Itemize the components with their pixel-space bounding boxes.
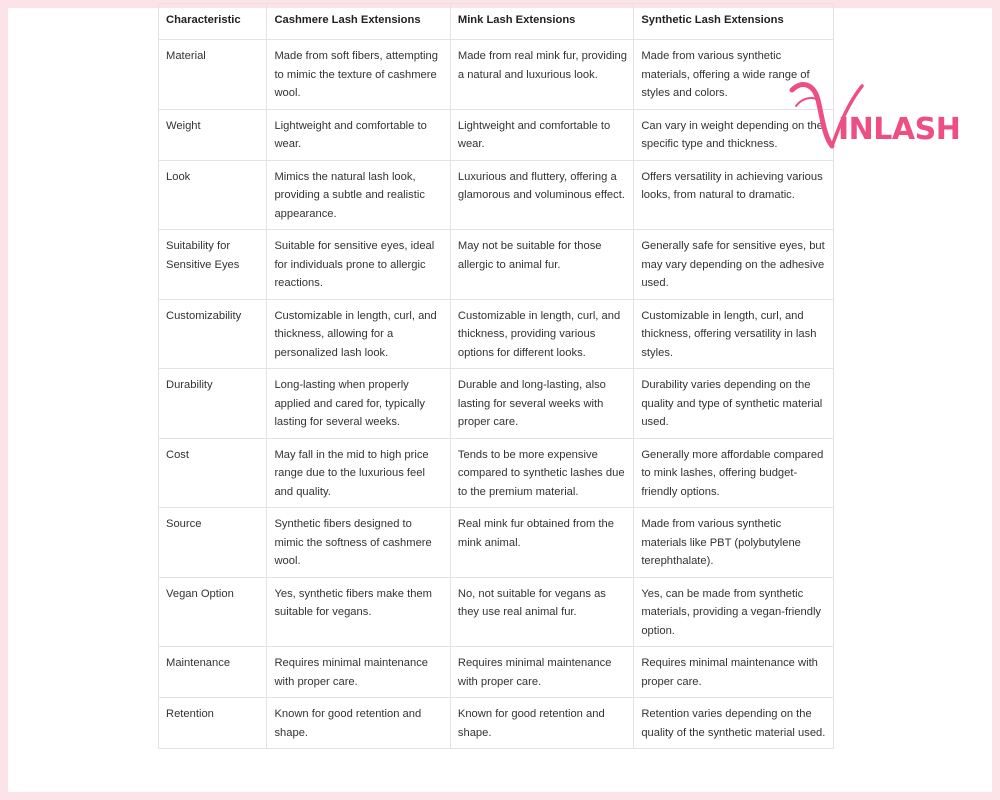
table-cell: Lightweight and comfortable to wear. [267, 109, 450, 160]
table-row-source [159, 508, 834, 578]
table-cell: Real mink fur obtained from the mink animal. [450, 508, 633, 578]
header-cashmere: Cashmere Lash Extensions [267, 4, 450, 40]
table-cell: Suitable for sensitive eyes, ideal for individuals prone to allergic reactions. [267, 230, 450, 300]
table-cell: Durability varies depending on the quality and type of synthetic material used. [634, 369, 834, 439]
table-row-customizability [159, 299, 834, 369]
table-row-retention [159, 698, 834, 749]
row-label: Material [159, 40, 267, 110]
row-label: Retention [159, 698, 267, 749]
table-cell: Synthetic fibers designed to mimic the softness of cashmere wool. [267, 508, 450, 578]
table-cell: Generally safe for sensitive eyes, but may vary depending on the adhesive used. [634, 230, 834, 300]
table-cell: May fall in the mid to high price range due to the luxurious feel and quality. [267, 438, 450, 508]
table-cell: Generally more affordable compared to mink lashes, offering budget-friendly options. [634, 438, 834, 508]
comparison-table [158, 3, 834, 749]
table-cell: Made from various synthetic materials like PBT (polybutylene terephthalate). [634, 508, 834, 578]
header-mink: Mink Lash Extensions [450, 4, 633, 40]
table-cell: Known for good retention and shape. [267, 698, 450, 749]
table-row-material [159, 40, 834, 110]
table-cell: Luxurious and fluttery, offering a glamorous and voluminous effect. [450, 160, 633, 230]
header-characteristic: Characteristic [159, 4, 267, 40]
row-label: Suitability for Sensitive Eyes [159, 230, 267, 300]
table-row-vegan-option [159, 577, 834, 647]
table-cell: Durable and long-lasting, also lasting for several weeks with proper care. [450, 369, 633, 439]
table-cell: Yes, can be made from synthetic materials, providing a vegan-friendly option. [634, 577, 834, 647]
table-row-durability [159, 369, 834, 439]
table-cell: Lightweight and comfortable to wear. [450, 109, 633, 160]
table-cell: Customizable in length, curl, and thickness, allowing for a personalized lash look. [267, 299, 450, 369]
table-cell: Mimics the natural lash look, providing a subtle and realistic appearance. [267, 160, 450, 230]
table-row-look [159, 160, 834, 230]
row-label: Vegan Option [159, 577, 267, 647]
row-label: Look [159, 160, 267, 230]
table-cell: No, not suitable for vegans as they use real animal fur. [450, 577, 633, 647]
table-row-maintenance [159, 647, 834, 698]
row-label: Durability [159, 369, 267, 439]
table-cell: Requires minimal maintenance with proper care. [267, 647, 450, 698]
row-label: Maintenance [159, 647, 267, 698]
table-header-row [159, 4, 834, 40]
row-label: Weight [159, 109, 267, 160]
logo-wordmark: INLASH [838, 112, 961, 147]
table-row-weight [159, 109, 834, 160]
table-cell: Made from soft fibers, attempting to mimic the texture of cashmere wool. [267, 40, 450, 110]
table-row-cost [159, 438, 834, 508]
table-cell: Can vary in weight depending on the specific type and thickness. [634, 109, 834, 160]
table-cell: May not be suitable for those allergic to animal fur. [450, 230, 633, 300]
table-cell: Yes, synthetic fibers make them suitable for vegans. [267, 577, 450, 647]
row-label: Source [159, 508, 267, 578]
table-cell: Tends to be more expensive compared to synthetic lashes due to the premium material. [450, 438, 633, 508]
table-cell: Requires minimal maintenance with proper care. [450, 647, 633, 698]
row-label: Customizability [159, 299, 267, 369]
table-cell: Made from real mink fur, providing a natural and luxurious look. [450, 40, 633, 110]
table-cell: Made from various synthetic materials, offering a wide range of styles and colors. [634, 40, 834, 110]
table-cell: Customizable in length, curl, and thickness, offering versatility in lash styles. [634, 299, 834, 369]
table-cell: Offers versatility in achieving various looks, from natural to dramatic. [634, 160, 834, 230]
table-row-sensitive-eyes [159, 230, 834, 300]
row-label: Cost [159, 438, 267, 508]
table-cell: Retention varies depending on the quality of the synthetic material used. [634, 698, 834, 749]
table-cell: Known for good retention and shape. [450, 698, 633, 749]
table-cell: Requires minimal maintenance with proper care. [634, 647, 834, 698]
table-cell: Long-lasting when properly applied and cared for, typically lasting for several weeks. [267, 369, 450, 439]
table-cell: Customizable in length, curl, and thickness, providing various options for different looks. [450, 299, 633, 369]
header-synthetic: Synthetic Lash Extensions [634, 4, 834, 40]
